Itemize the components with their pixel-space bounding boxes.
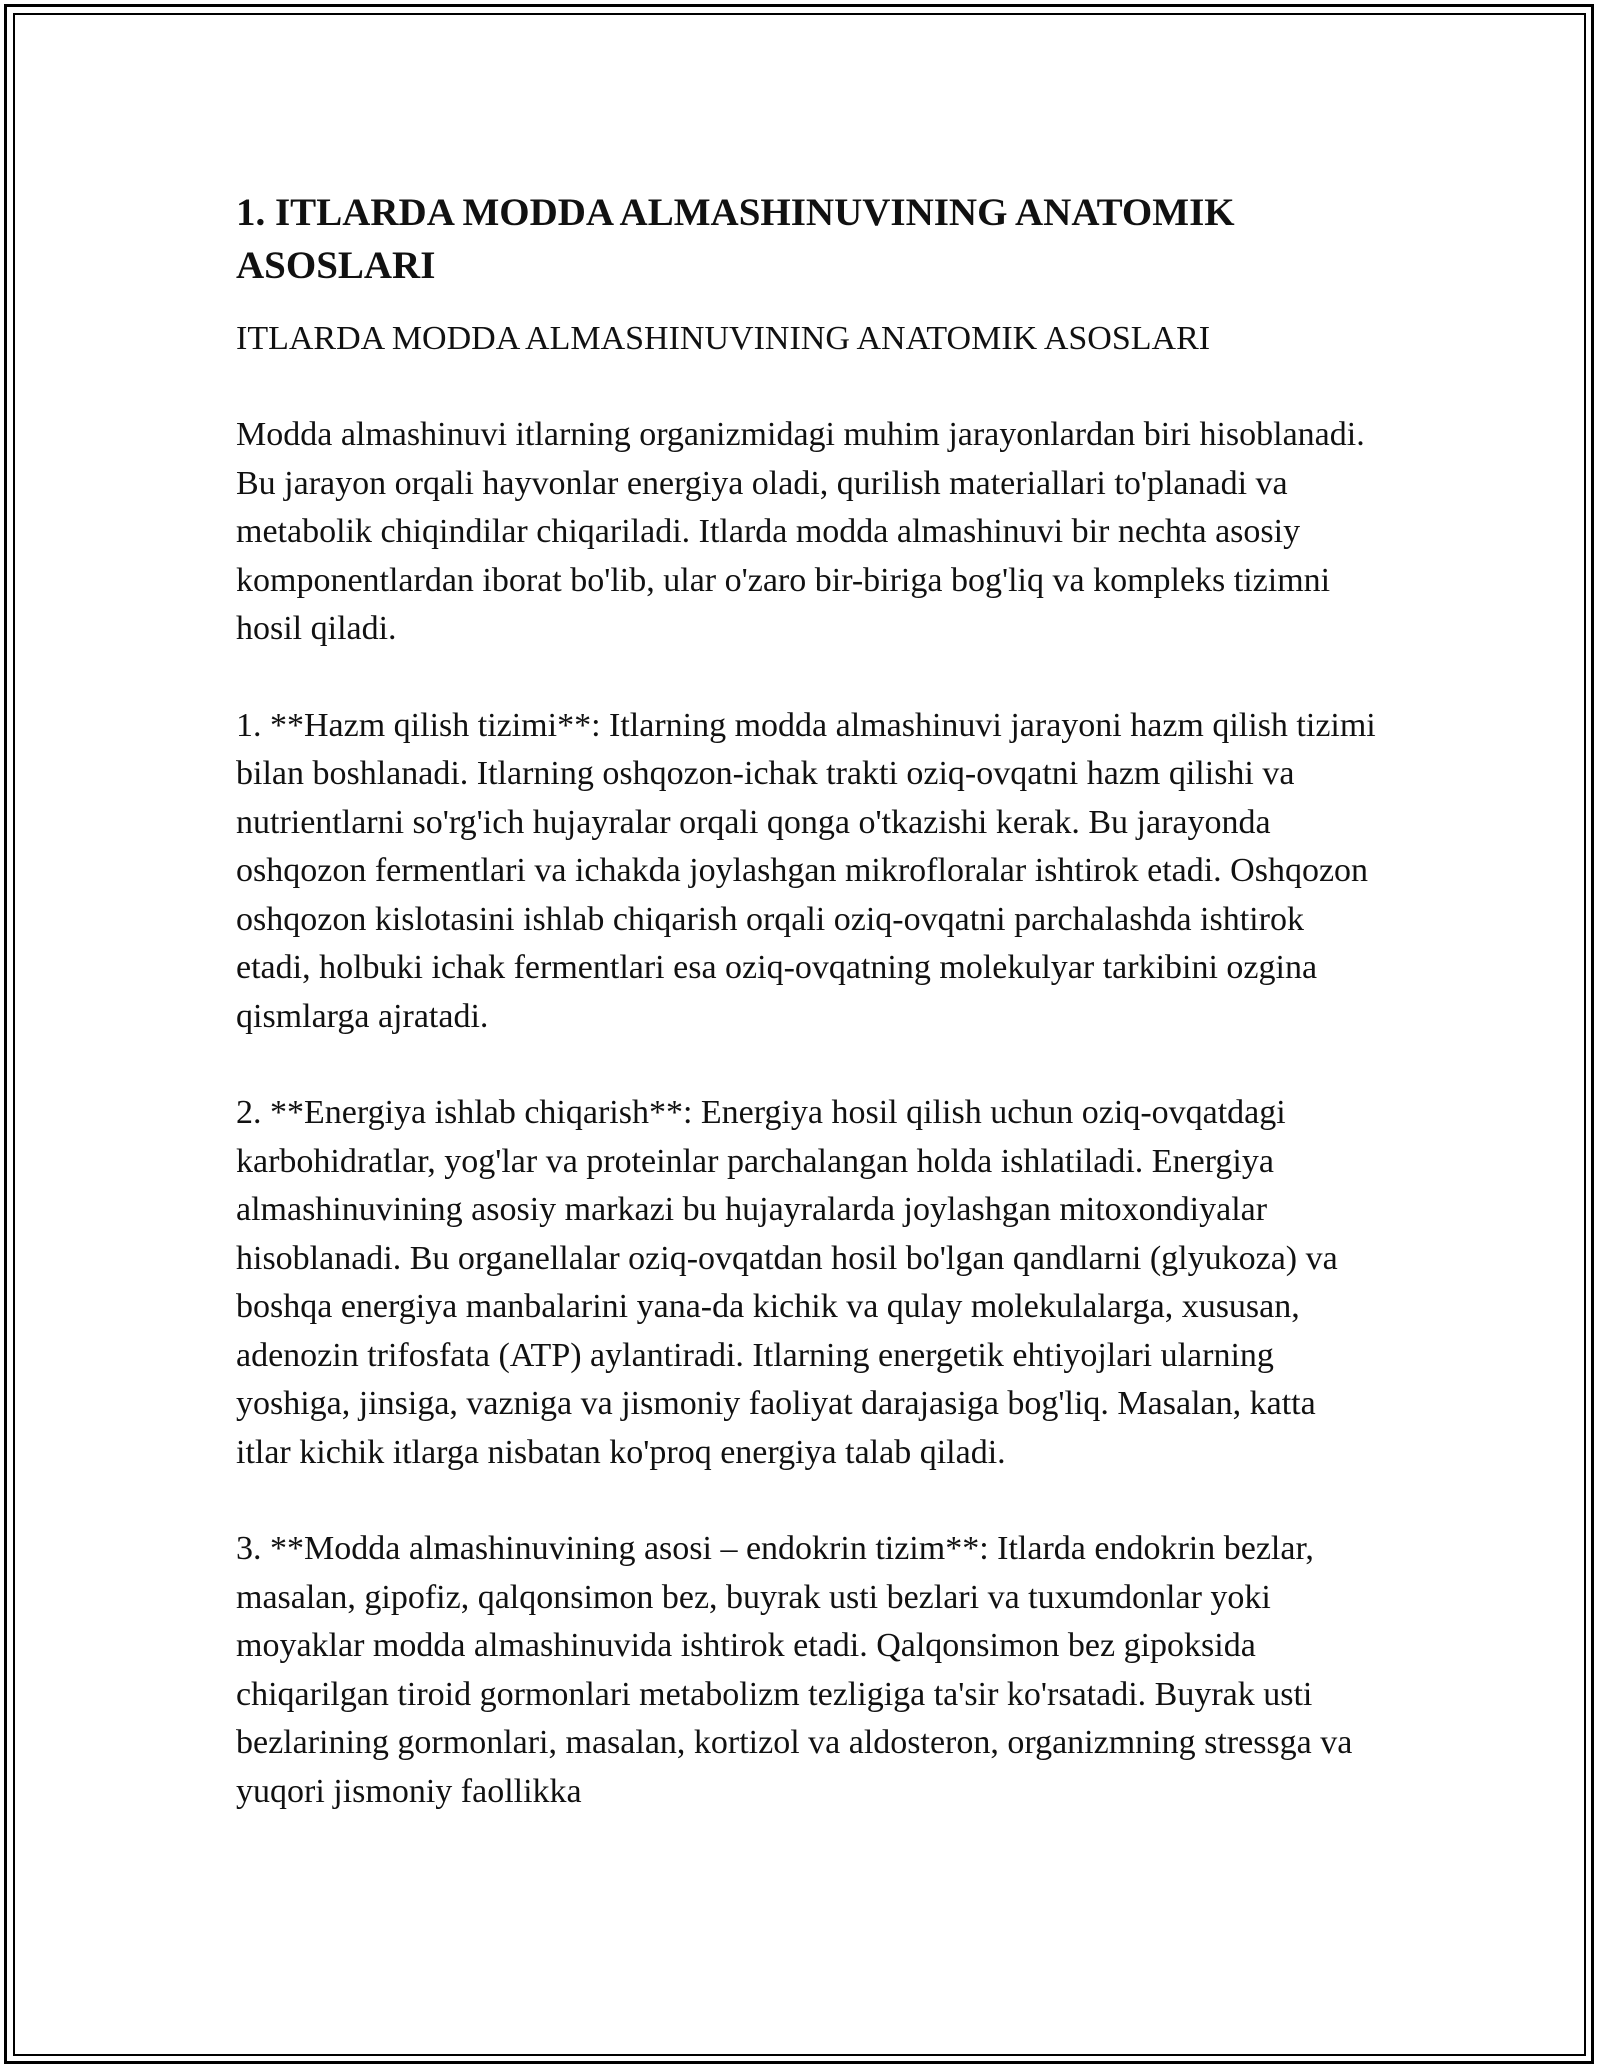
paragraph-energy-production: 2. **Energiya ishlab chiqarish**: Energiya hosil qilish uchun oziq-ovqatdagi karbohidratlar, yog'lar va proteinlar parchalangan holda ishlatiladi. Energiya almashinuvining asosiy markazi bu hujayralarda joylashgan mitoxondiyalar hisoblanadi. Bu organellalar oziq-ovqatdan hosil bo'lgan qandlarni (glyukoza) va boshqa energiya manbalarini yana-da kichik va qulay molekulalarga, xususan, adenozin trifosfata (ATP) aylantiradi. Itlarning energetik ehtiyojlari ularning yoshiga, jinsiga, vazniga va jismoniy faoliyat darajasiga bog'liq. Masalan, katta itlar kichik itlarga nisbatan ko'proq energiya talab qiladi. (236, 1094, 1338, 1471)
paragraph-intro: Modda almashinuvi itlarning organizmidagi muhim jarayonlardan biri hisoblanadi. Bu jarayon orqali hayvonlar energiya oladi, qurilish materiallari to'planadi va metabolik chiqindilar chiqariladi. Itlarda modda almashinuvi bir nechta asosiy komponentlardan iborat bo'lib, ular o'zaro bir-biriga bog'liq va kompleks tizimni hosil qiladi. (236, 416, 1365, 647)
document-title: 1. ITLARDA MODDA ALMASHINUVINING ANATOMIK ASOSLARI (236, 191, 1235, 287)
document-page (236, 186, 1376, 1816)
paragraph-digestive-system: 1. **Hazm qilish tizimi**: Itlarning modda almashinuvi jarayoni hazm qilish tizimi bilan boshlanadi. Itlarning oshqozon-ichak trakti oziq-ovqatni hazm qilishi va nutrientlarni so'rg'ich hujayralar orqali qonga o'tkazishi kerak. Bu jarayonda oshqozon fermentlari va ichakda joylashgan mikrofloralar ishtirok etadi. Oshqozon oshqozon kislotasini ishlab chiqarish orqali oziq-ovqatni parchalashda ishtirok etadi, holbuki ichak fermentlari esa oziq-ovqatning molekulyar tarkibini ozgina qismlarga ajratadi. (236, 706, 1376, 1035)
document-subtitle: ITLARDA MODDA ALMASHINUVINING ANATOMIK ASOSLARI (236, 320, 1211, 357)
paragraph-endocrine-system: 3. **Modda almashinuvining asosi – endokrin tizim**: Itlarda endokrin bezlar, masalan, gipofiz, qalqonsimon bez, buyrak usti bezlari va tuxumdonlar yoki moyaklar modda almashinuvida ishtirok etadi. Qalqonsimon bez gipoksida chiqarilgan tiroid gormonlari metabolizm tezligiga ta'sir ko'rsatadi. Buyrak usti bezlarining gormonlari, masalan, kortizol va aldosteron, organizmning stressga va yuqori jismoniy faollikka (236, 1530, 1353, 1810)
